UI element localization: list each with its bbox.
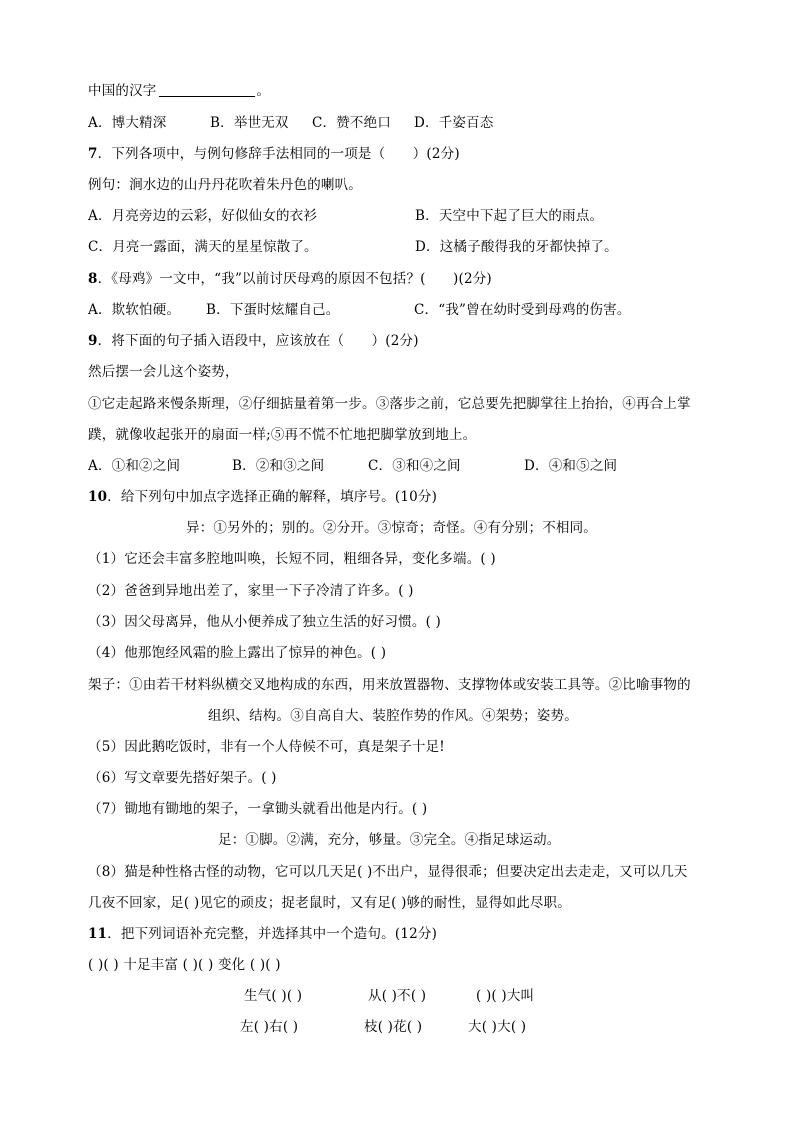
idiom-item: ( )( )大叫	[476, 988, 535, 1004]
definition-jiazi-line2: 组织、结构。③自高自大、装腔作势的作风。④架势；姿势。	[208, 708, 578, 724]
question-number: 11	[88, 926, 108, 942]
q10-sentence-6: （6）写文章要先搭好架子。( )	[88, 770, 277, 786]
q10-sentence-2: （2）爸爸到异地出差了，家里一下子冷清了许多。( )	[88, 583, 414, 599]
q7-question	[88, 144, 460, 164]
idiom-item: 枝( )花( )	[364, 1019, 423, 1035]
definition-zu: 足：①脚。②满，充分，够量。③完全。④指足球运动。	[218, 832, 561, 848]
q7-option-b[interactable]: B．天空中下起了巨大的雨点。	[415, 208, 604, 224]
q8-option-a[interactable]: A．欺软怕硬。	[88, 302, 181, 318]
question-text: ．给下列句中加点字选择正确的解释，填序号。(10分)	[107, 489, 438, 505]
q10-sentence-1: （1）它还会丰富多腔地叫唤，长短不同，粗细各异，变化多端。( )	[88, 551, 496, 567]
q9-paragraph-line2: 蹼，就像收起张开的扇面一样;⑤再不慌不忙地把脚掌放到地上。	[88, 427, 477, 443]
q7-example: 例句：涧水边的山丹丹花吹着朱丹色的喇叭。	[88, 177, 362, 193]
q7-option-a[interactable]: A．月亮旁边的云彩，好似仙女的衣衫	[88, 208, 318, 224]
question-number: 8	[88, 271, 98, 287]
q9-option-c[interactable]: C．③和④之间	[368, 458, 461, 474]
answer-blank[interactable]	[159, 82, 255, 97]
question-text: ．下列各项中，与例句修辞手法相同的一项是（ ）(2分)	[97, 146, 460, 162]
q7-option-c[interactable]: C．月亮一露面，满天的星星惊散了。	[88, 239, 318, 255]
question-number: 9	[88, 333, 98, 349]
question-number: 7	[88, 146, 98, 162]
q6-option-c[interactable]: C．赞不绝口	[312, 115, 392, 131]
q6-option-d[interactable]: D．千姿百态	[414, 115, 494, 131]
q10-sentence-5: （5）因此鹅吃饭时，非有一个人侍候不可，真是架子十足!	[88, 739, 445, 755]
idiom-item: 生气( )( )	[244, 988, 303, 1004]
q8-option-b[interactable]: B．下蛋时炫耀自己。	[206, 302, 340, 318]
definition-jiazi-line1: 架子：①由若干材料纵横交叉地构成的东西，用来放置器物、支撑物体或安装工具等。②比喻事物的	[88, 677, 691, 693]
fill-text: 中国的汉字	[88, 83, 157, 99]
q8-question	[88, 269, 492, 289]
q6-option-a[interactable]: A．博大精深	[88, 115, 167, 131]
line-han-zi: 中国的汉字 。	[88, 83, 271, 99]
q11-row1: ( )( ) 十足丰富 ( )( ) 变化 ( )( )	[88, 957, 281, 973]
question-text: ．将下面的句子插入语段中，应该放在（ ）(2分)	[97, 333, 419, 349]
q10-sentence-8-line1: （8）猫是种性格古怪的动物，它可以几天足( )不出户，显得很乖；但要决定出去走走，又可以几天	[88, 864, 688, 880]
q10-question	[88, 487, 437, 507]
q9-question	[88, 331, 419, 351]
q10-sentence-8-line2: 几夜不回家，足( )见它的顽皮；捉老鼠时，又有足( )够的耐性，显得如此尽职。	[88, 895, 571, 911]
idiom-item: 大( )大( )	[468, 1019, 527, 1035]
q10-sentence-7: （7）锄地有锄地的架子，一拿锄头就看出他是内行。( )	[88, 801, 428, 817]
q6-option-b[interactable]: B．举世无双	[210, 115, 289, 131]
idiom-item: 从( )不( )	[368, 988, 427, 1004]
q10-sentence-4: （4）他那饱经风霜的脸上露出了惊异的神色。( )	[88, 645, 387, 661]
q7-option-d[interactable]: D．这橘子酸得我的牙都快掉了。	[415, 239, 618, 255]
q10-sentence-3: （3）因父母离异，他从小便养成了独立生活的好习惯。( )	[88, 614, 442, 630]
q11-question	[88, 924, 437, 944]
question-number: 10	[88, 489, 108, 505]
q9-option-a[interactable]: A．①和②之间	[88, 458, 181, 474]
q8-option-c[interactable]: C．“我”曾在幼时受到母鸡的伤害。	[414, 302, 631, 318]
definition-yi: 异：①另外的；别的。②分开。③惊奇；奇怪。④有分别；不相同。	[186, 520, 597, 536]
question-text: ．《母鸡》一文中，“我”以前讨厌母鸡的原因不包括？( )(2分)	[97, 271, 492, 287]
q9-option-d[interactable]: D．④和⑤之间	[524, 458, 618, 474]
idiom-item: 左( )右( )	[240, 1019, 299, 1035]
q9-sentence: 然后摆一会儿这个姿势，	[88, 364, 239, 380]
question-text: ．把下列词语补充完整，并选择其中一个造句。(12分)	[107, 926, 438, 942]
q9-option-b[interactable]: B．②和③之间	[232, 458, 325, 474]
q9-paragraph-line1: ①它走起路来慢条斯理，②仔细掂量着第一步。③落步之前，它总要先把脚掌往上抬抬，④再合上掌	[88, 396, 691, 412]
